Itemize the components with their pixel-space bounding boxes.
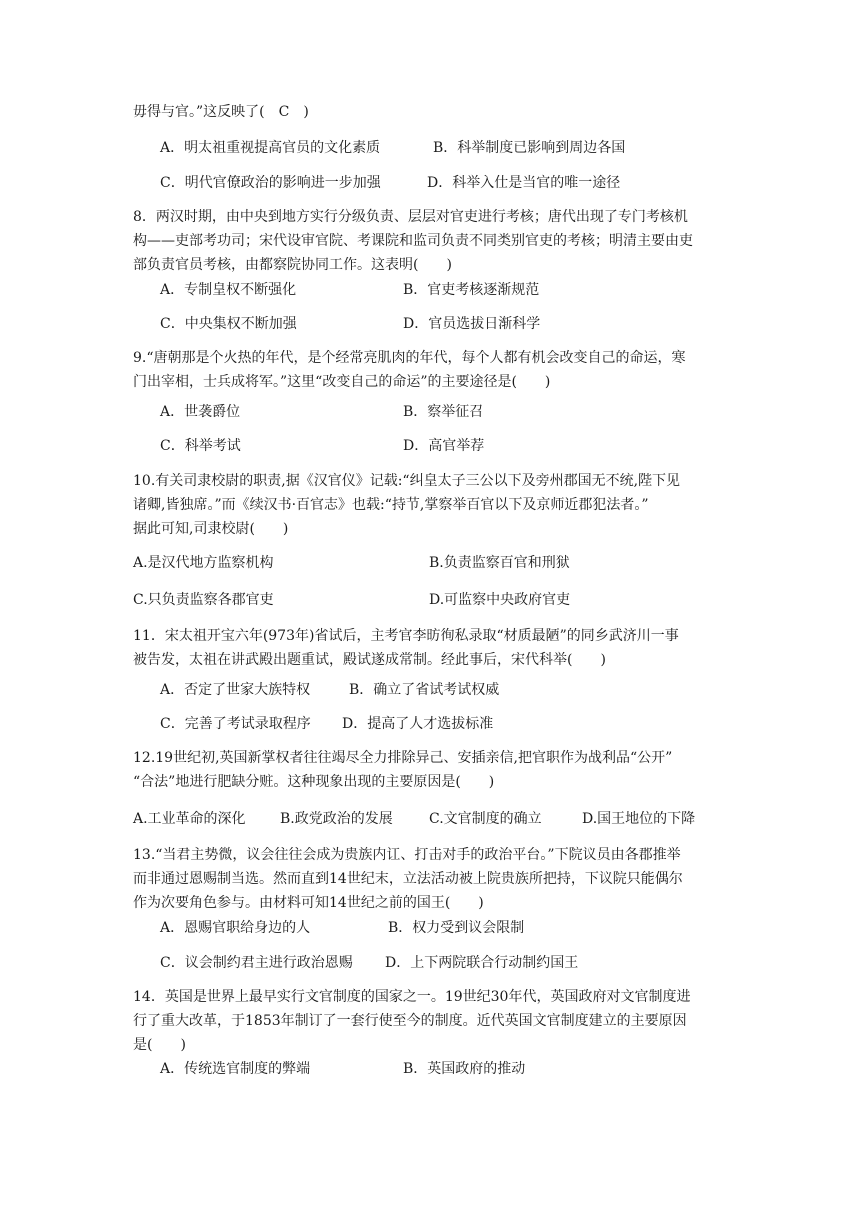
q12-stem-line-1: 12.19世纪初,英国新掌权者往往竭尽全力排除异己、安插亲信,把官职作为战利品“公开” (133, 750, 673, 766)
q10-stem-line-3: 据此可知,司隶校尉( ) (133, 521, 289, 537)
q7-option-a: A．明太祖重视提高官员的文化素质 (160, 140, 381, 156)
q11-option-c: C．完善了考试录取程序 (160, 716, 311, 732)
q8-stem-line-3: 部负责官员考核，由都察院协同工作。这表明( ) (133, 257, 452, 273)
q10-option-a: A.是汉代地方监察机构 (133, 555, 274, 571)
q10-option-c: C.只负责监察各郡官吏 (133, 592, 274, 608)
q11-option-b: B．确立了省试考试权威 (349, 682, 500, 698)
q8-option-b: B．官吏考核逐渐规范 (403, 282, 540, 298)
q9-option-c: C．科举考试 (160, 438, 241, 454)
q10-stem-line-2: 诸卿,皆独席。”而《续汉书·百官志》也载:“持节,掌察举百官以下及京师近郡犯法者。” (133, 497, 649, 513)
q13-stem-line-2: 而非通过恩赐制当选。然而直到14世纪末，立法活动被上院贵族所把持，下议院只能偶尔 (133, 871, 683, 887)
q8-stem-line-1: 8．两汉时期，由中央到地方实行分级负责、层层对官吏进行考核；唐代出现了专门考核机 (133, 209, 688, 225)
q13-option-b: B．权力受到议会限制 (388, 920, 525, 936)
q13-stem-line-3: 作为次要角色参与。由材料可知14世纪之前的国王( ) (133, 895, 484, 911)
q13-option-a: A．恩赐官职给身边的人 (160, 920, 311, 936)
q7-option-b: B．科举制度已影响到周边各国 (433, 140, 626, 156)
q11-option-d: D．提高了人才选拔标准 (342, 716, 494, 732)
q12-option-d: D.国王地位的下降 (582, 811, 696, 827)
q11-stem-line-2: 被告发，太祖在讲武殿出题重试，殿试遂成常制。经此事后，宋代科举( ) (133, 652, 606, 668)
q10-stem-line-1: 10.有关司隶校尉的职责,据《汉官仪》记载:“纠皇太子三公以下及旁州郡国无不统,陛下见 (133, 473, 681, 489)
q11-stem-line-1: 11．宋太祖开宝六年(973年)省试后，主考官李昉徇私录取“材质最陋”的同乡武济川一事 (133, 628, 679, 644)
q8-option-d: D．官员选拔日渐科学 (403, 316, 541, 332)
q14-stem-line-3: 是( ) (133, 1037, 186, 1053)
q13-option-d: D．上下两院联合行动制约国王 (385, 955, 579, 971)
q8-stem-line-2: 构——吏部考功司；宋代设审官院、考课院和监司负责不同类别官吏的考核；明清主要由吏 (133, 233, 693, 249)
q10-option-d: D.可监察中央政府官吏 (429, 592, 571, 608)
q12-option-a: A.工业革命的深化 (133, 811, 246, 827)
q14-stem-line-1: 14．英国是世界上最早实行文官制度的国家之一。19世纪30年代，英国政府对文官制度进 (133, 989, 691, 1005)
q14-option-a: A．传统选官制度的弊端 (160, 1061, 311, 1077)
q7-option-c: C．明代官僚政治的影响进一步加强 (160, 175, 381, 191)
q14-option-b: B．英国政府的推动 (403, 1061, 526, 1077)
q12-option-c: C.文官制度的确立 (429, 811, 542, 827)
q7-option-d: D．科举入仕是当官的唯一途径 (427, 175, 621, 191)
q9-stem-line-1: 9.“唐朝那是个火热的年代，是个经常亮肌肉的年代，每个人都有机会改变自己的命运，寒 (133, 350, 686, 366)
q13-stem-line-1: 13.“当君主势微，议会往往会成为贵族内讧、打击对手的政治平台。”下院议员由各郡推举 (133, 847, 681, 863)
q8-option-a: A．专制皇权不断强化 (160, 282, 297, 298)
q9-stem-line-2: 门出宰相，士兵成将军。”这里“改变自己的命运”的主要途径是( ) (133, 374, 551, 390)
q9-option-a: A．世袭爵位 (160, 404, 241, 420)
q12-stem-line-2: “合法”地进行肥缺分赃。这种现象出现的主要原因是( ) (133, 774, 495, 790)
q7-stem-cont: 毋得与官。”这反映了( C ) (133, 104, 309, 120)
q11-option-a: A．否定了世家大族特权 (160, 682, 311, 698)
q8-option-c: C．中央集权不断加强 (160, 316, 297, 332)
q12-option-b: B.政党政治的发展 (280, 811, 393, 827)
q9-option-d: D．高官举荐 (403, 438, 485, 454)
q13-option-c: C．议会制约君主进行政治恩赐 (160, 955, 353, 971)
q9-option-b: B．察举征召 (403, 404, 484, 420)
q10-option-b: B.负责监察百官和刑狱 (429, 555, 570, 571)
q14-stem-line-2: 行了重大改革，于1853年制订了一套行使至今的制度。近代英国文官制度建立的主要原因 (133, 1013, 687, 1029)
